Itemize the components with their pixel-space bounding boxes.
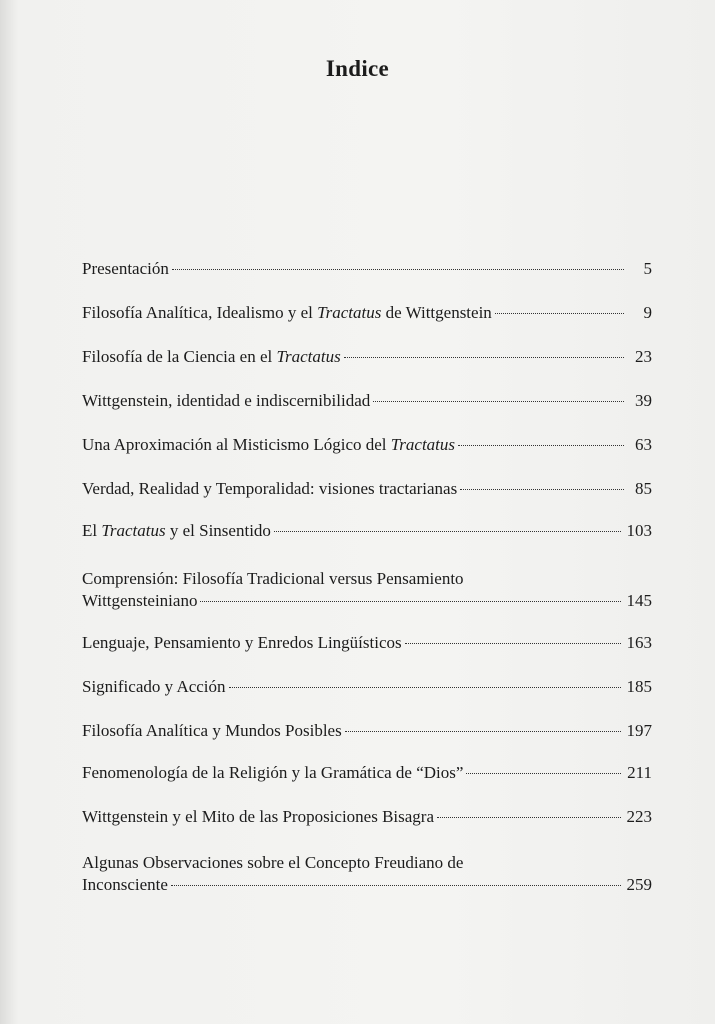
toc-entry-title bbox=[82, 302, 492, 324]
toc-page-number: 103 bbox=[626, 521, 652, 540]
dot-leader bbox=[405, 643, 621, 644]
title-fragment: Filosofía Analítica, Idealismo y el bbox=[82, 303, 318, 322]
toc-entry bbox=[82, 258, 652, 280]
toc-entry-title bbox=[82, 676, 226, 698]
dot-leader bbox=[200, 601, 620, 602]
dot-leader bbox=[172, 269, 624, 270]
toc-page-number: 63 bbox=[635, 435, 652, 454]
italic-title-fragment: Tractatus bbox=[101, 521, 166, 540]
title-fragment: de Wittgenstein bbox=[381, 303, 492, 322]
toc-entry bbox=[82, 852, 652, 896]
dot-leader bbox=[458, 445, 624, 446]
toc-entry bbox=[82, 806, 652, 828]
toc-entry bbox=[82, 302, 652, 324]
toc-entry-title bbox=[82, 632, 402, 654]
toc-entry-title bbox=[82, 258, 169, 280]
toc-entry bbox=[82, 390, 652, 412]
title-fragment: Verdad, Realidad y Temporalidad: visiones tractarianas bbox=[82, 479, 458, 498]
toc-entry bbox=[82, 346, 652, 368]
title-fragment: Wittgenstein, identidad e indiscernibilidad bbox=[82, 391, 371, 410]
toc-page-number: 185 bbox=[626, 677, 652, 696]
toc-page-number: 85 bbox=[635, 479, 652, 498]
dot-leader bbox=[466, 773, 621, 774]
toc-page-number: 5 bbox=[643, 259, 652, 278]
toc-entry bbox=[82, 478, 652, 500]
italic-title-fragment: Tractatus bbox=[276, 347, 341, 366]
toc-entry bbox=[82, 632, 652, 654]
toc-page-number: 9 bbox=[643, 303, 652, 322]
title-fragment: Significado y Acción bbox=[82, 677, 226, 696]
toc-entry-title bbox=[82, 520, 271, 542]
title-fragment: Una Aproximación al Misticismo Lógico del bbox=[82, 435, 391, 454]
dot-leader bbox=[437, 817, 620, 818]
title-fragment: Filosofía Analítica y Mundos Posibles bbox=[82, 721, 342, 740]
toc-entry-title bbox=[82, 874, 168, 896]
title-fragment: Wittgensteiniano bbox=[82, 591, 198, 610]
title-fragment: Filosofía de la Ciencia en el bbox=[82, 347, 277, 366]
dot-leader bbox=[460, 489, 624, 490]
toc-entry bbox=[82, 676, 652, 698]
toc-page-number: 197 bbox=[626, 721, 652, 740]
title-fragment: El bbox=[82, 521, 102, 540]
page-title: Indice bbox=[325, 56, 390, 81]
title-fragment: Wittgenstein y el Mito de las Proposiciones Bisagra bbox=[82, 807, 435, 826]
toc-entry bbox=[82, 520, 652, 542]
dot-leader bbox=[344, 357, 624, 358]
toc-page-number: 223 bbox=[626, 807, 652, 826]
toc-entry-title bbox=[82, 434, 455, 456]
dot-leader bbox=[229, 687, 621, 688]
dot-leader bbox=[495, 313, 624, 314]
dot-leader bbox=[345, 731, 621, 732]
toc-page-number: 145 bbox=[626, 591, 652, 610]
toc-entry bbox=[82, 568, 652, 612]
toc-entry-title bbox=[82, 720, 342, 742]
toc-entry-title bbox=[82, 590, 197, 612]
toc-entry-title bbox=[82, 762, 463, 784]
dot-leader bbox=[171, 885, 621, 886]
toc-entry-title bbox=[82, 806, 434, 828]
toc-entry-title-line: Algunas Observaciones sobre el Concepto Freudiano de bbox=[82, 853, 464, 872]
toc-entry-title-line: Comprensión: Filosofía Tradicional versus Pensamiento bbox=[82, 569, 464, 588]
dot-leader bbox=[274, 531, 621, 532]
dot-leader bbox=[373, 401, 624, 402]
italic-title-fragment: Tractatus bbox=[317, 303, 382, 322]
toc-page-number: 211 bbox=[627, 763, 652, 782]
toc-page-number: 163 bbox=[626, 633, 652, 652]
title-fragment: Inconsciente bbox=[82, 875, 168, 894]
toc-entry-title bbox=[82, 346, 341, 368]
toc-page-number: 39 bbox=[635, 391, 652, 410]
title-fragment: y el Sinsentido bbox=[165, 521, 271, 540]
toc-entry bbox=[82, 762, 652, 784]
toc-page-number: 23 bbox=[635, 347, 652, 366]
toc-entry bbox=[82, 434, 652, 456]
toc-page-number: 259 bbox=[626, 875, 652, 894]
italic-title-fragment: Tractatus bbox=[390, 435, 456, 454]
title-fragment: Presentación bbox=[82, 259, 169, 278]
toc-entry-title bbox=[82, 390, 370, 412]
toc-entry bbox=[82, 720, 652, 742]
toc-entry-title bbox=[82, 478, 457, 500]
title-fragment: Fenomenología de la Religión y la Gramática de “Dios” bbox=[82, 763, 464, 782]
title-fragment: Lenguaje, Pensamiento y Enredos Lingüísticos bbox=[82, 633, 402, 652]
